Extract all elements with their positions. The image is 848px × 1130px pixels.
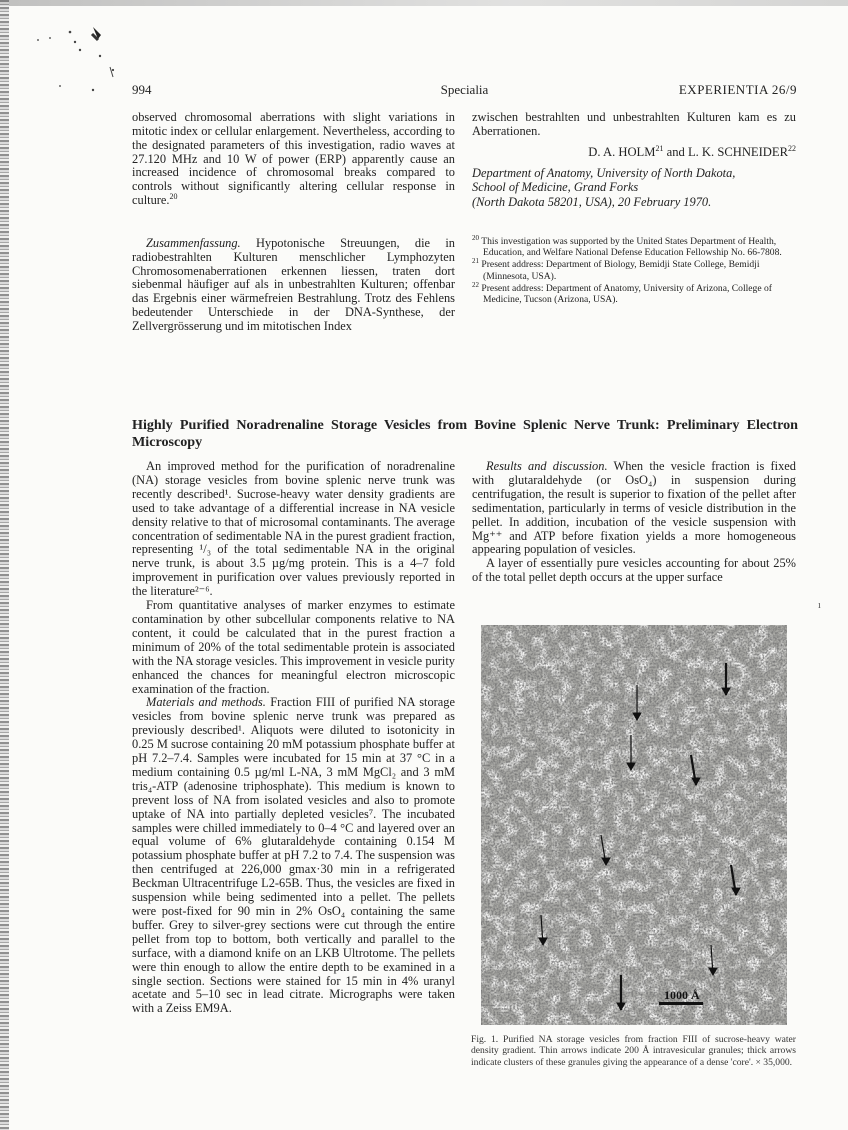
results-paragraph-2: A layer of essentially pure vesicles accounting for about 25% of the total pellet depth occurs at the upper surface (472, 556, 796, 585)
footnote: $^{22}$ Present address: Department of Anatomy, University of Arizona, College of Medicine, Tucson (Arizona, USA). (472, 280, 772, 306)
margin-mark: ı (818, 600, 821, 611)
scale-bar-label: 1000 Å (664, 988, 700, 1002)
results-label: Results and discussion. (486, 459, 608, 473)
previous-article-conclusion: observed chromosomal aberrations with slight variations in mitotic index or cellular enlargement. Nevertheless, according to the designated parameters of this investigation, radio waves at 27.120 MHz and 10 W of power (ERP) apparently cause an increased incidence of chromosomal breaks compared to controls without significantly altering cellular response in culture.$^{20}$ (132, 110, 455, 208)
scan-top-edge (0, 0, 848, 6)
previous-article-right (472, 111, 796, 306)
zusammenfassung-continuation: zwischen bestrahlten und unbestrahlten Kulturen kam es zu Aberrationen. (472, 110, 796, 138)
results-paragraph: Results and discussion. When the vesicle fraction is fixed with glutaraldehyde (or OsO₄) in suspension during centrifugation, the result is superior to fixation of the pellet after sedimentation, particularly in terms of vesicle distribution in the pellet. In addition, incubation of the vesicle suspension with Mg⁺⁺ and ATP before fixation yields a more homogeneous appearing population of vesicles. (472, 459, 796, 557)
zusammenfassung: Zusammenfassung. Hypotonische Streuungen, die in radiobestrahlten Kulturen menschlicher Lymphozyten Chromosomenaberrationen erkennen liessen, traten dort siebenmal häufiger auf als in unbestrahlten Kulturen; offenbar das Ergebnis einer wärmefreien Bestrahlung. Trotz des Fehlens bedeutender Unterschiede in der DNA-Synthese, der Zellvergrösserung und im mitotischen Index (132, 235, 455, 333)
article-title: Highly Purified Noradrenaline Storage Vesicles from Bovine Splenic Nerve Trunk: Preliminary Electron Microscopy (132, 417, 798, 450)
journal-name: EXPERIENTIA 26/9 (678, 82, 797, 97)
intro-paragraph: An improved method for the purification of noradrenaline (NA) storage vesicles from bovine splenic nerve trunk was recently described¹. Sucrose-heavy water density gradients are used to take advantage of a differential increase in NA vesicle density relative to that of microsomal contaminants. The average concentration of sedimentable NA in the purest gradient fraction, representing ¹/₃ of the total sedimentable NA in the original nerve trunk, is about 3.5 µg/mg protein. This is a 4–7 fold improvement in purification over values previously reported in the literature²⁻⁶. (132, 459, 455, 599)
micrograph-texture (481, 625, 787, 1025)
scan-marks (30, 12, 130, 102)
methods-label: Materials and methods. (146, 695, 266, 710)
author-2: L. K. SCHNEIDER (687, 144, 788, 159)
scale-bar (659, 988, 703, 1005)
electron-micrograph (481, 625, 787, 1025)
previous-article-left (132, 111, 455, 334)
methods-paragraph: Materials and methods. Fraction FIII of purified NA storage vesicles from bovine splenic nerve trunk was prepared as previously described¹. Aliquots were diluted to isotonicity in 0.25 M sucrose containing 20 mM potassium phosphate buffer at pH 7.2–7.4. Samples were incubated for 15 min at 37 °C in a medium containing 0.5 µg/ml L-NA, 3 mM MgCl₂ and 3 mM tris₄-ATP (adenosine triphosphate). This medium is known to prevent loss of NA from isolated vesicles and also to promote uptake of NA into partially depleted vesicles⁷. The incubated samples were chilled immediately to 0–4 °C and layered over an equal volume of 6% glutaraldehyde containing 0.154 M potassium phosphate buffer at pH 7.2 to 7.4. The suspension was then centrifuged at 226,000 gmax·30 min in a refrigerated Beckman Ultracentrifuge L2-65B. Thus, the vesicles are fixed in suspension while being sedimented into a pellet. The pellets were post-fixed for 90 min in 2% OsO₄ containing the same buffer. Grey to silver-grey sections were cut through the entire pellet from top to bottom, both vertically and parallel to the surface, with a diamond knife on an LKB Ultrotome. The pellets were thin enough to allow the entire depth to be examined in a single section. Sections were stained for 15 min in 4% uranyl acetate and 5–10 sec in lead citrate. Micrographs were taken with a Zeiss EM9A. (132, 695, 455, 1016)
scan-binding-edge (0, 0, 9, 1130)
footnotes (472, 233, 796, 306)
article-right-column (472, 460, 796, 585)
zusammenfassung-label: Zusammenfassung. (146, 235, 241, 250)
author-1: D. A. HOLM (588, 144, 656, 159)
page-number: 994 (132, 82, 152, 97)
running-header (132, 82, 797, 98)
footnote: $^{20}$ This investigation was supported by the United States Department of Health, Education, and Welfare National Defense Education Fellowship No. 66-7808. (472, 233, 782, 259)
article-left-column (132, 460, 455, 1016)
purity-paragraph: From quantitative analyses of marker enzymes to estimate contamination by other subcellular components relative to NA content, it could be calculated that in the purest fraction a minimum of 20% of the total sedimentable protein is associated with the NA storage vesicles. This improvement in vesicle purity enhanced the chances for meaningful electron microscopic examination of the fraction. (132, 598, 455, 696)
figure-caption: Fig. 1. Purified NA storage vesicles from fraction FIII of sucrose-heavy water density gradient. Thin arrows indicate 200 Å intravesicular granules; thick arrows indicate clusters of these granules giving the appearance of a dense 'core'. × 35,000. (471, 1034, 796, 1068)
section-name: Specialia (440, 82, 489, 97)
author-signature: D. A. HOLM$^{21}$ and L. K. SCHNEIDER$^{22}$ (588, 143, 796, 159)
footnote: $^{21}$ Present address: Department of Biology, Bemidji State College, Bemidji (Minnesota, USA). (472, 257, 760, 282)
author-affiliation: Department of Anatomy, University of North Dakota, School of Medicine, Grand Forks (North Dakota 58201, USA), 20 February 1970. (472, 165, 736, 209)
